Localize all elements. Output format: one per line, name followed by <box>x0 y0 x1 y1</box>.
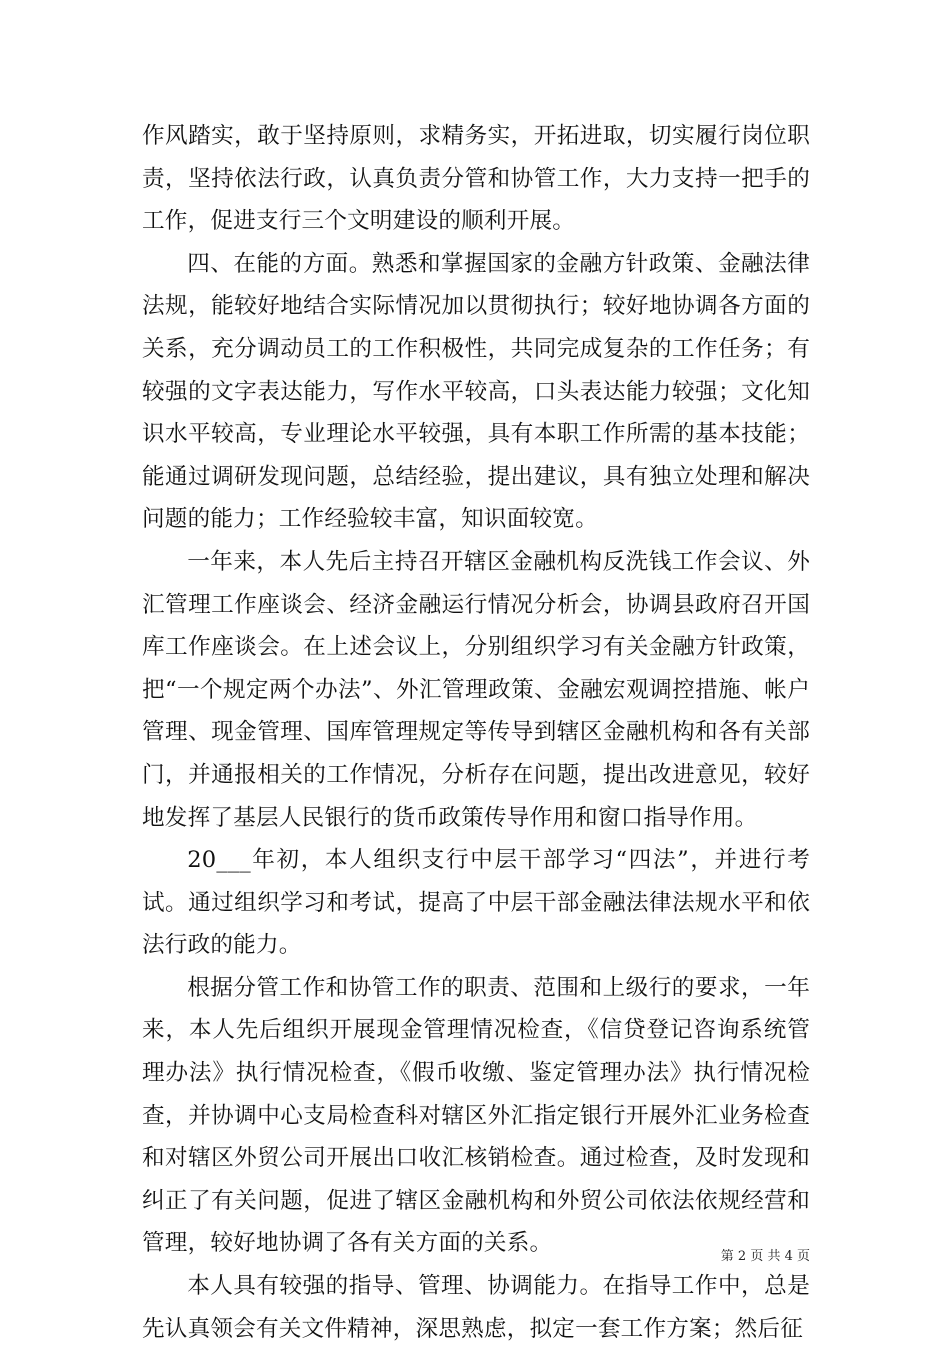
paragraph-ability: 四、在能的方面。熟悉和掌握国家的金融方针政策、金融法律法规，能较好地结合实际情况加以贯彻执行；较好地协调各方面的关系，充分调动员工的工作积极性，共同完成复杂的工作任务；有较强的文字表达能力，写作水平较高，口头表达能力较强；文化知识水平较高，专业理论水平较强，具有本职工作所需的基本技能；能通过调研发现问题，总结经验，提出建议，具有独立处理和解决问题的能力；工作经验较丰富，知识面较宽。 <box>142 250 810 533</box>
page-number-footer: 第 2 页 共 4 页 <box>720 1249 810 1264</box>
paragraph-coordination: 本人具有较强的指导、管理、协调能力。在指导工作中，总是先认真领会有关文件精神，深思熟虑，拟定一套工作方案；然后征 <box>142 1273 810 1342</box>
paragraph-training: 20___年初，本人组织支行中层干部学习“四法”，并进行考试。通过组织学习和考试，提高了中层干部金融法律法规水平和依法行政的能力。 <box>142 847 810 959</box>
paragraph-inspections: 根据分管工作和协管工作的职责、范围和上级行的要求，一年来，本人先后组织开展现金管理情况检查，《信贷登记咨询系统管理办法》执行情况检查，《假币收缴、鉴定管理办法》执行情况检查，并协调中心支局检查科对辖区外汇指定银行开展外汇业务检查和对辖区外贸公司开展出口收汇核销检查。通过检查，及时发现和纠正了有关问题，促进了辖区金融机构和外贸公司依法依规经营和管理，较好地协调了各有关方面的关系。 <box>142 974 810 1257</box>
paragraph-meetings: 一年来，本人先后主持召开辖区金融机构反洗钱工作会议、外汇管理工作座谈会、经济金融运行情况分析会，协调县政府召开国库工作座谈会。在上述会议上，分别组织学习有关金融方针政策，把“一个规定两个办法”、外汇管理政策、金融宏观调控措施、帐户管理、现金管理、国库管理规定等传导到辖区金融机构和各有关部门，并通报相关的工作情况，分析存在问题，提出改进意见，较好地发挥了基层人民银行的货币政策传导作用和窗口指导作用。 <box>142 548 810 831</box>
paragraph-continuation: 作风踏实，敢于坚持原则，求精务实，开拓进取，切实履行岗位职责，坚持依法行政，认真负责分管和协管工作，大力支持一把手的工作，促进支行三个文明建设的顺利开展。 <box>142 123 810 235</box>
document-body <box>142 115 810 1350</box>
